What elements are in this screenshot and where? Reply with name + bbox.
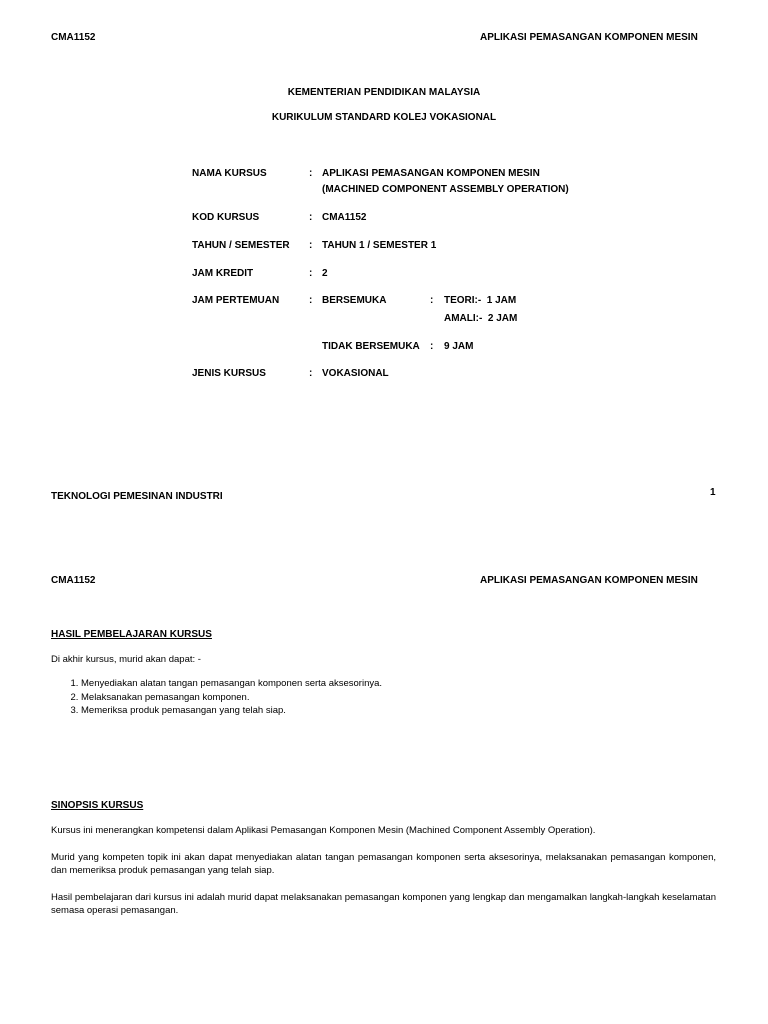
separator: : <box>430 341 434 352</box>
separator: : <box>309 295 313 306</box>
value-jenis-kursus: VOKASIONAL <box>322 368 389 379</box>
label-jam-kredit: JAM KREDIT <box>192 268 254 279</box>
section-heading-hasil-pembelajaran: HASIL PEMBELAJARAN KURSUS <box>51 629 212 640</box>
page-number: 1 <box>710 487 716 498</box>
value-nama-kursus-english: (MACHINED COMPONENT ASSEMBLY OPERATION) <box>322 184 569 195</box>
header-course-code: CMA1152 <box>51 32 96 43</box>
label-nama-kursus: NAMA KURSUS <box>192 168 267 179</box>
label-kod-kursus: KOD KURSUS <box>192 212 260 223</box>
value-jam-kredit: 2 <box>322 268 328 279</box>
sinopsis-paragraph-2: Murid yang kompeten topik ini akan dapat menyediakan alatan tangan pemasangan komponen serta aksesorinya, melaksanakan pemasangan komponen, dan memeriksa produk pemasangan yang telah siap. <box>51 852 716 876</box>
value-amali: AMALI:- 2 JAM <box>444 313 518 324</box>
header-course-title: APLIKASI PEMASANGAN KOMPONEN MESIN <box>480 575 698 586</box>
value-kod-kursus: CMA1152 <box>322 212 367 223</box>
sinopsis-paragraph-1: Kursus ini menerangkan kompetensi dalam Aplikasi Pemasangan Komponen Mesin (Machined Component Assembly Operation). <box>51 825 596 836</box>
header-course-title: APLIKASI PEMASANGAN KOMPONEN MESIN <box>480 32 698 43</box>
footer-program-name: TEKNOLOGI PEMESINAN INDUSTRI <box>51 491 223 502</box>
value-nama-kursus: APLIKASI PEMASANGAN KOMPONEN MESIN <box>322 168 540 179</box>
list-item: 2. Melaksanakan pemasangan komponen. <box>81 691 382 705</box>
separator: : <box>309 268 313 279</box>
ministry-title: KEMENTERIAN PENDIDIKAN MALAYSIA <box>287 87 481 98</box>
separator: : <box>309 368 313 379</box>
separator: : <box>430 295 434 306</box>
label-tidak-bersemuka: TIDAK BERSEMUKA <box>322 341 420 352</box>
sinopsis-paragraph-3: Hasil pembelajaran dari kursus ini adalah murid dapat melaksanakan pemasangan komponen yang lengkap dan mengamalkan langkah-langkah keselamatan semasa operasi pemasangan. <box>51 892 716 916</box>
label-tahun-semester: TAHUN / SEMESTER <box>192 240 290 251</box>
label-jenis-kursus: JENIS KURSUS <box>192 368 266 379</box>
hasil-intro: Di akhir kursus, murid akan dapat: - <box>51 654 201 665</box>
separator: : <box>309 240 313 251</box>
value-tidak-bersemuka: 9 JAM <box>444 341 474 352</box>
separator: : <box>309 168 313 179</box>
value-teori: TEORI:- 1 JAM <box>444 295 517 306</box>
header-course-code: CMA1152 <box>51 575 96 586</box>
learning-outcomes-list <box>51 677 382 718</box>
separator: : <box>309 212 313 223</box>
list-item: 3. Memeriksa produk pemasangan yang telah siap. <box>81 704 382 718</box>
label-jam-pertemuan: JAM PERTEMUAN <box>192 295 280 306</box>
curriculum-title: KURIKULUM STANDARD KOLEJ VOKASIONAL <box>271 112 497 123</box>
section-heading-sinopsis: SINOPSIS KURSUS <box>51 800 144 811</box>
value-tahun-semester: TAHUN 1 / SEMESTER 1 <box>322 240 437 251</box>
label-bersemuka: BERSEMUKA <box>322 295 387 306</box>
list-item: 1. Menyediakan alatan tangan pemasangan komponen serta aksesorinya. <box>81 677 382 691</box>
